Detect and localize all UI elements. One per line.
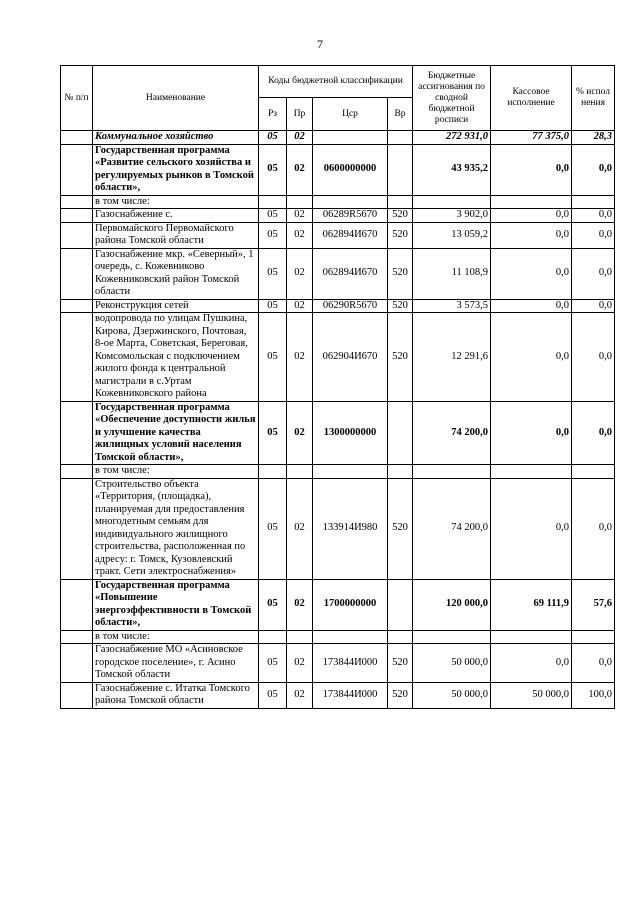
row-assign: 272 931,0: [413, 131, 491, 145]
row-pct: 0,0: [572, 248, 615, 299]
row-vr: 520: [388, 209, 413, 223]
row-rz: 05: [259, 299, 287, 313]
table-row: [61, 478, 615, 579]
header-num: № п/п: [61, 66, 93, 131]
table-body: [61, 131, 615, 709]
row-cash: 69 111,9: [491, 579, 572, 630]
row-assign: 3 902,0: [413, 209, 491, 223]
row-vr: 520: [388, 299, 413, 313]
table-row: [61, 195, 615, 209]
header-vr: Вр: [388, 98, 413, 131]
row-pct: 0,0: [572, 644, 615, 683]
table-row: [61, 248, 615, 299]
row-cash: 0,0: [491, 401, 572, 465]
row-name: Первомайского Первомайского района Томской области: [93, 222, 259, 248]
row-rz: 05: [259, 644, 287, 683]
row-name: в том числе:: [93, 630, 259, 644]
row-csr: 1700000000: [313, 579, 388, 630]
row-cash: 50 000,0: [491, 682, 572, 708]
row-vr: 520: [388, 682, 413, 708]
table-row: [61, 222, 615, 248]
row-pr: 02: [287, 644, 313, 683]
row-num-cell: [61, 401, 93, 465]
row-rz: 05: [259, 248, 287, 299]
row-pct: 0,0: [572, 222, 615, 248]
row-name: Газоснабжение с. Итатка Томского района Томской области: [93, 682, 259, 708]
row-cash: 0,0: [491, 222, 572, 248]
row-pct: 0,0: [572, 144, 615, 195]
empty-cell: [413, 195, 491, 209]
empty-cell: [413, 630, 491, 644]
empty-cell: [491, 630, 572, 644]
row-vr: [388, 131, 413, 145]
row-pr: 02: [287, 248, 313, 299]
row-csr: 06289R5670: [313, 209, 388, 223]
budget-table: [60, 65, 615, 709]
row-rz: 05: [259, 222, 287, 248]
row-pr: 02: [287, 579, 313, 630]
row-pr: 02: [287, 478, 313, 579]
row-csr: 062894И670: [313, 222, 388, 248]
row-vr: 520: [388, 313, 413, 402]
row-pct: 28,3: [572, 131, 615, 145]
row-name: Государственная программа «Обеспечение доступности жилья и улучшение качества жилищных условий населения Томской области»,: [93, 401, 259, 465]
row-csr: 173844И000: [313, 682, 388, 708]
row-name: Газоснабжение мкр. «Северный», 1 очередь, с. Кожевниково Кожевниковский район Томской области: [93, 248, 259, 299]
row-pct: 0,0: [572, 478, 615, 579]
row-vr: 520: [388, 248, 413, 299]
table-row: [61, 682, 615, 708]
row-vr: [388, 579, 413, 630]
row-assign: 3 573,5: [413, 299, 491, 313]
row-csr: 062904И670: [313, 313, 388, 402]
empty-cell: [388, 465, 413, 479]
row-csr: 133914И980: [313, 478, 388, 579]
row-assign: 50 000,0: [413, 644, 491, 683]
row-num-cell: [61, 144, 93, 195]
row-assign: 74 200,0: [413, 401, 491, 465]
row-vr: [388, 401, 413, 465]
row-name: Газоснабжение МО «Асиновское городское поселение», г. Асино Томской области: [93, 644, 259, 683]
empty-cell: [572, 195, 615, 209]
empty-cell: [388, 630, 413, 644]
page-number: 7: [317, 37, 323, 51]
row-name: Реконструкция сетей: [93, 299, 259, 313]
empty-cell: [313, 630, 388, 644]
row-pr: 02: [287, 131, 313, 145]
table-row: [61, 299, 615, 313]
table-row: [61, 644, 615, 683]
row-pct: 100,0: [572, 682, 615, 708]
row-csr: 1300000000: [313, 401, 388, 465]
table-row: [61, 131, 615, 145]
row-csr: 0600000000: [313, 144, 388, 195]
row-num-cell: [61, 644, 93, 683]
row-name: Строительство объекта «Территория, (площадка), планируемая для предоставления многодетным семьям для индивидуального жилищного строительства, расположенная по адресу: г. Томск, Кузовлевский тракт. Сети электроснабжения»: [93, 478, 259, 579]
row-num-cell: [61, 195, 93, 209]
row-num-cell: [61, 630, 93, 644]
row-rz: 05: [259, 144, 287, 195]
row-name: в том числе:: [93, 465, 259, 479]
empty-cell: [287, 195, 313, 209]
row-cash: 0,0: [491, 313, 572, 402]
row-name: водопровода по улицам Пушкина, Кирова, Дзержинского, Почтовая, 8-ое Марта, Советская, Береговая, Комсомольская с подключением жилого фонда к центральной магистрали в с.Уртам Кожевниковского района: [93, 313, 259, 402]
header-csr: Цср: [313, 98, 388, 131]
row-rz: 05: [259, 478, 287, 579]
empty-cell: [287, 465, 313, 479]
row-cash: 77 375,0: [491, 131, 572, 145]
table-row: [61, 144, 615, 195]
header-name: Наименование: [93, 66, 259, 131]
row-num-cell: [61, 313, 93, 402]
row-num-cell: [61, 579, 93, 630]
row-pct: 57,6: [572, 579, 615, 630]
empty-cell: [313, 195, 388, 209]
table-row: [61, 401, 615, 465]
row-cash: 0,0: [491, 478, 572, 579]
table-row: [61, 313, 615, 402]
row-rz: 05: [259, 313, 287, 402]
row-rz: 05: [259, 401, 287, 465]
row-vr: 520: [388, 644, 413, 683]
empty-cell: [259, 195, 287, 209]
table-row: [61, 209, 615, 223]
row-rz: 05: [259, 131, 287, 145]
row-cash: 0,0: [491, 144, 572, 195]
row-csr: [313, 131, 388, 145]
empty-cell: [287, 630, 313, 644]
empty-cell: [259, 465, 287, 479]
row-assign: 120 000,0: [413, 579, 491, 630]
header-rz: Рз: [259, 98, 287, 131]
row-cash: 0,0: [491, 644, 572, 683]
row-pct: 0,0: [572, 401, 615, 465]
row-assign: 50 000,0: [413, 682, 491, 708]
empty-cell: [259, 630, 287, 644]
row-pct: 0,0: [572, 209, 615, 223]
row-pct: 0,0: [572, 299, 615, 313]
empty-cell: [572, 465, 615, 479]
empty-cell: [413, 465, 491, 479]
row-num-cell: [61, 682, 93, 708]
row-pr: 02: [287, 313, 313, 402]
row-name: Коммунальное хозяйство: [93, 131, 259, 145]
row-pr: 02: [287, 144, 313, 195]
row-pct: 0,0: [572, 313, 615, 402]
row-vr: 520: [388, 478, 413, 579]
row-name: Государственная программа «Повышение энергоэффективности в Томской области»,: [93, 579, 259, 630]
header-pct: % испол нения: [572, 66, 615, 131]
row-num-cell: [61, 131, 93, 145]
row-num-cell: [61, 222, 93, 248]
table-row: [61, 465, 615, 479]
row-assign: 12 291,6: [413, 313, 491, 402]
row-pr: 02: [287, 682, 313, 708]
empty-cell: [491, 465, 572, 479]
row-assign: 43 935,2: [413, 144, 491, 195]
row-cash: 0,0: [491, 248, 572, 299]
header-codes: Коды бюджетной классификации: [259, 66, 413, 98]
row-rz: 05: [259, 209, 287, 223]
row-pr: 02: [287, 401, 313, 465]
header-pr: Пр: [287, 98, 313, 131]
row-rz: 05: [259, 579, 287, 630]
row-name: Государственная программа «Развитие сельского хозяйства и регулируемых рынков в Томской области»,: [93, 144, 259, 195]
row-name: в том числе:: [93, 195, 259, 209]
empty-cell: [491, 195, 572, 209]
row-num-cell: [61, 299, 93, 313]
row-num-cell: [61, 478, 93, 579]
empty-cell: [388, 195, 413, 209]
row-pr: 02: [287, 209, 313, 223]
row-num-cell: [61, 465, 93, 479]
row-csr: 173844И000: [313, 644, 388, 683]
row-name: Газоснабжение с.: [93, 209, 259, 223]
header-assign: Бюджетные ассигнования по сводной бюджетной росписи: [413, 66, 491, 131]
header-cash: Кассовое исполнение: [491, 66, 572, 131]
row-assign: 11 108,9: [413, 248, 491, 299]
row-pr: 02: [287, 222, 313, 248]
row-vr: 520: [388, 222, 413, 248]
row-num-cell: [61, 248, 93, 299]
table-row: [61, 579, 615, 630]
empty-cell: [572, 630, 615, 644]
row-csr: 062894И670: [313, 248, 388, 299]
table-row: [61, 630, 615, 644]
row-cash: 0,0: [491, 209, 572, 223]
row-assign: 13 059,2: [413, 222, 491, 248]
row-csr: 06290R5670: [313, 299, 388, 313]
empty-cell: [313, 465, 388, 479]
row-num-cell: [61, 209, 93, 223]
row-pr: 02: [287, 299, 313, 313]
row-cash: 0,0: [491, 299, 572, 313]
row-assign: 74 200,0: [413, 478, 491, 579]
row-rz: 05: [259, 682, 287, 708]
row-vr: [388, 144, 413, 195]
